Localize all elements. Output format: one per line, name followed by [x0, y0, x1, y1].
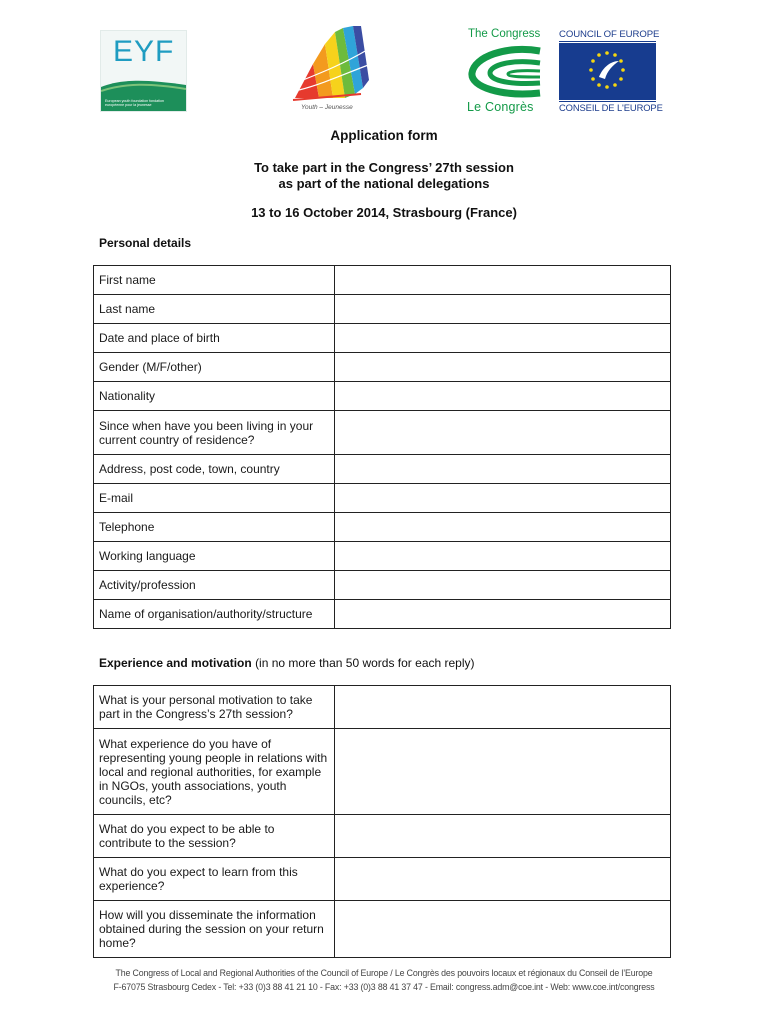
nationality-field[interactable]	[335, 382, 671, 411]
address-field[interactable]	[335, 455, 671, 484]
field-label: Date and place of birth	[94, 324, 335, 353]
table-row	[94, 815, 671, 858]
page-footer	[0, 966, 768, 994]
question-label: How will you disseminate the information obtained during the session on your return home?	[94, 901, 335, 958]
field-label: Telephone	[94, 513, 335, 542]
table-row	[94, 513, 671, 542]
field-label: Name of organisation/authority/structure	[94, 600, 335, 629]
field-label: E-mail	[94, 484, 335, 513]
table-row	[94, 382, 671, 411]
footer-line-1: The Congress of Local and Regional Authorities of the Council of Europe / Le Congrès des pouvoirs locaux et régionaux du Conseil de l’Europe	[115, 968, 653, 978]
table-row	[94, 901, 671, 958]
experience-note: (in no more than 50 words for each reply)	[255, 656, 475, 670]
question-label: What do you expect to be able to contribute to the session?	[94, 815, 335, 858]
experience-heading	[99, 656, 475, 670]
email-field[interactable]	[335, 484, 671, 513]
working-language-field[interactable]	[335, 542, 671, 571]
table-row	[94, 411, 671, 455]
personal-details-table	[93, 265, 671, 629]
table-row	[94, 729, 671, 815]
personal-details-heading	[99, 236, 191, 250]
birth-date-place-field[interactable]	[335, 324, 671, 353]
congress-arcs-icon	[466, 43, 542, 99]
sail-icon	[283, 24, 379, 104]
congress-title-en: The Congress	[468, 28, 541, 40]
table-row	[94, 686, 671, 729]
field-label: Working language	[94, 542, 335, 571]
footer-line-2: F-67075 Strasbourg Cedex - Tel: +33 (0)3 88 41 21 10 - Fax: +33 (0)3 88 41 37 47 - Email: congress.adm@coe.int - Web: www.coe.int/congress	[113, 982, 655, 992]
subtitle-line-2: as part of the national delegations	[278, 176, 490, 191]
coe-rule-top	[559, 41, 656, 42]
logo-bar	[0, 0, 768, 120]
coe-title-fr: CONSEIL DE L'EUROPE	[559, 102, 663, 113]
question-label: What do you expect to learn from this experience?	[94, 858, 335, 901]
youth-caption: Youth – Jeunesse	[301, 104, 353, 111]
eyf-tagline: European youth foundation fondation européenne pour la jeunesse	[105, 98, 164, 107]
field-label: First name	[94, 266, 335, 295]
contribution-answer-field[interactable]	[335, 815, 671, 858]
field-label: Last name	[94, 295, 335, 324]
table-row	[94, 353, 671, 382]
field-label: Since when have you been living in your current country of residence?	[94, 411, 335, 455]
learning-answer-field[interactable]	[335, 858, 671, 901]
form-title: Application form	[330, 128, 438, 143]
gender-field[interactable]	[335, 353, 671, 382]
experience-answer-field[interactable]	[335, 729, 671, 815]
experience-heading-text: Experience and motivation	[99, 656, 252, 670]
table-row	[94, 571, 671, 600]
field-label: Address, post code, town, country	[94, 455, 335, 484]
motivation-answer-field[interactable]	[335, 686, 671, 729]
dissemination-answer-field[interactable]	[335, 901, 671, 958]
question-label: What experience do you have of representing young people in relations with local and regional authorities, for example in NGOs, youth associations, youth councils, etc?	[94, 729, 335, 815]
subtitle-line-1: To take part in the Congress’ 27th session	[254, 160, 514, 175]
coe-flag	[559, 43, 656, 100]
session-dates: 13 to 16 October 2014, Strasbourg (France)	[251, 205, 517, 220]
table-row	[94, 324, 671, 353]
telephone-field[interactable]	[335, 513, 671, 542]
table-row	[94, 484, 671, 513]
residence-since-field[interactable]	[335, 411, 671, 455]
congress-title-fr: Le Congrès	[467, 100, 534, 114]
table-row	[94, 542, 671, 571]
eyf-wordmark: EYF	[113, 35, 175, 68]
question-label: What is your personal motivation to take part in the Congress’s 27th session?	[94, 686, 335, 729]
first-name-field[interactable]	[335, 266, 671, 295]
field-label: Nationality	[94, 382, 335, 411]
personal-heading-text: Personal details	[99, 236, 192, 250]
form-subtitle	[0, 160, 768, 192]
eyf-logo	[100, 30, 187, 112]
eu-stars-icon	[559, 43, 656, 100]
council-of-europe-logo	[557, 28, 663, 116]
table-row	[94, 600, 671, 629]
congress-logo	[464, 28, 544, 116]
field-label: Activity/profession	[94, 571, 335, 600]
table-row	[94, 858, 671, 901]
last-name-field[interactable]	[335, 295, 671, 324]
organisation-field[interactable]	[335, 600, 671, 629]
profession-field[interactable]	[335, 571, 671, 600]
table-row	[94, 266, 671, 295]
table-row	[94, 455, 671, 484]
experience-table	[93, 685, 671, 958]
table-row	[94, 295, 671, 324]
field-label: Gender (M/F/other)	[94, 353, 335, 382]
youth-jeunesse-logo	[283, 24, 379, 118]
coe-title-en: COUNCIL OF EUROPE	[559, 29, 660, 40]
